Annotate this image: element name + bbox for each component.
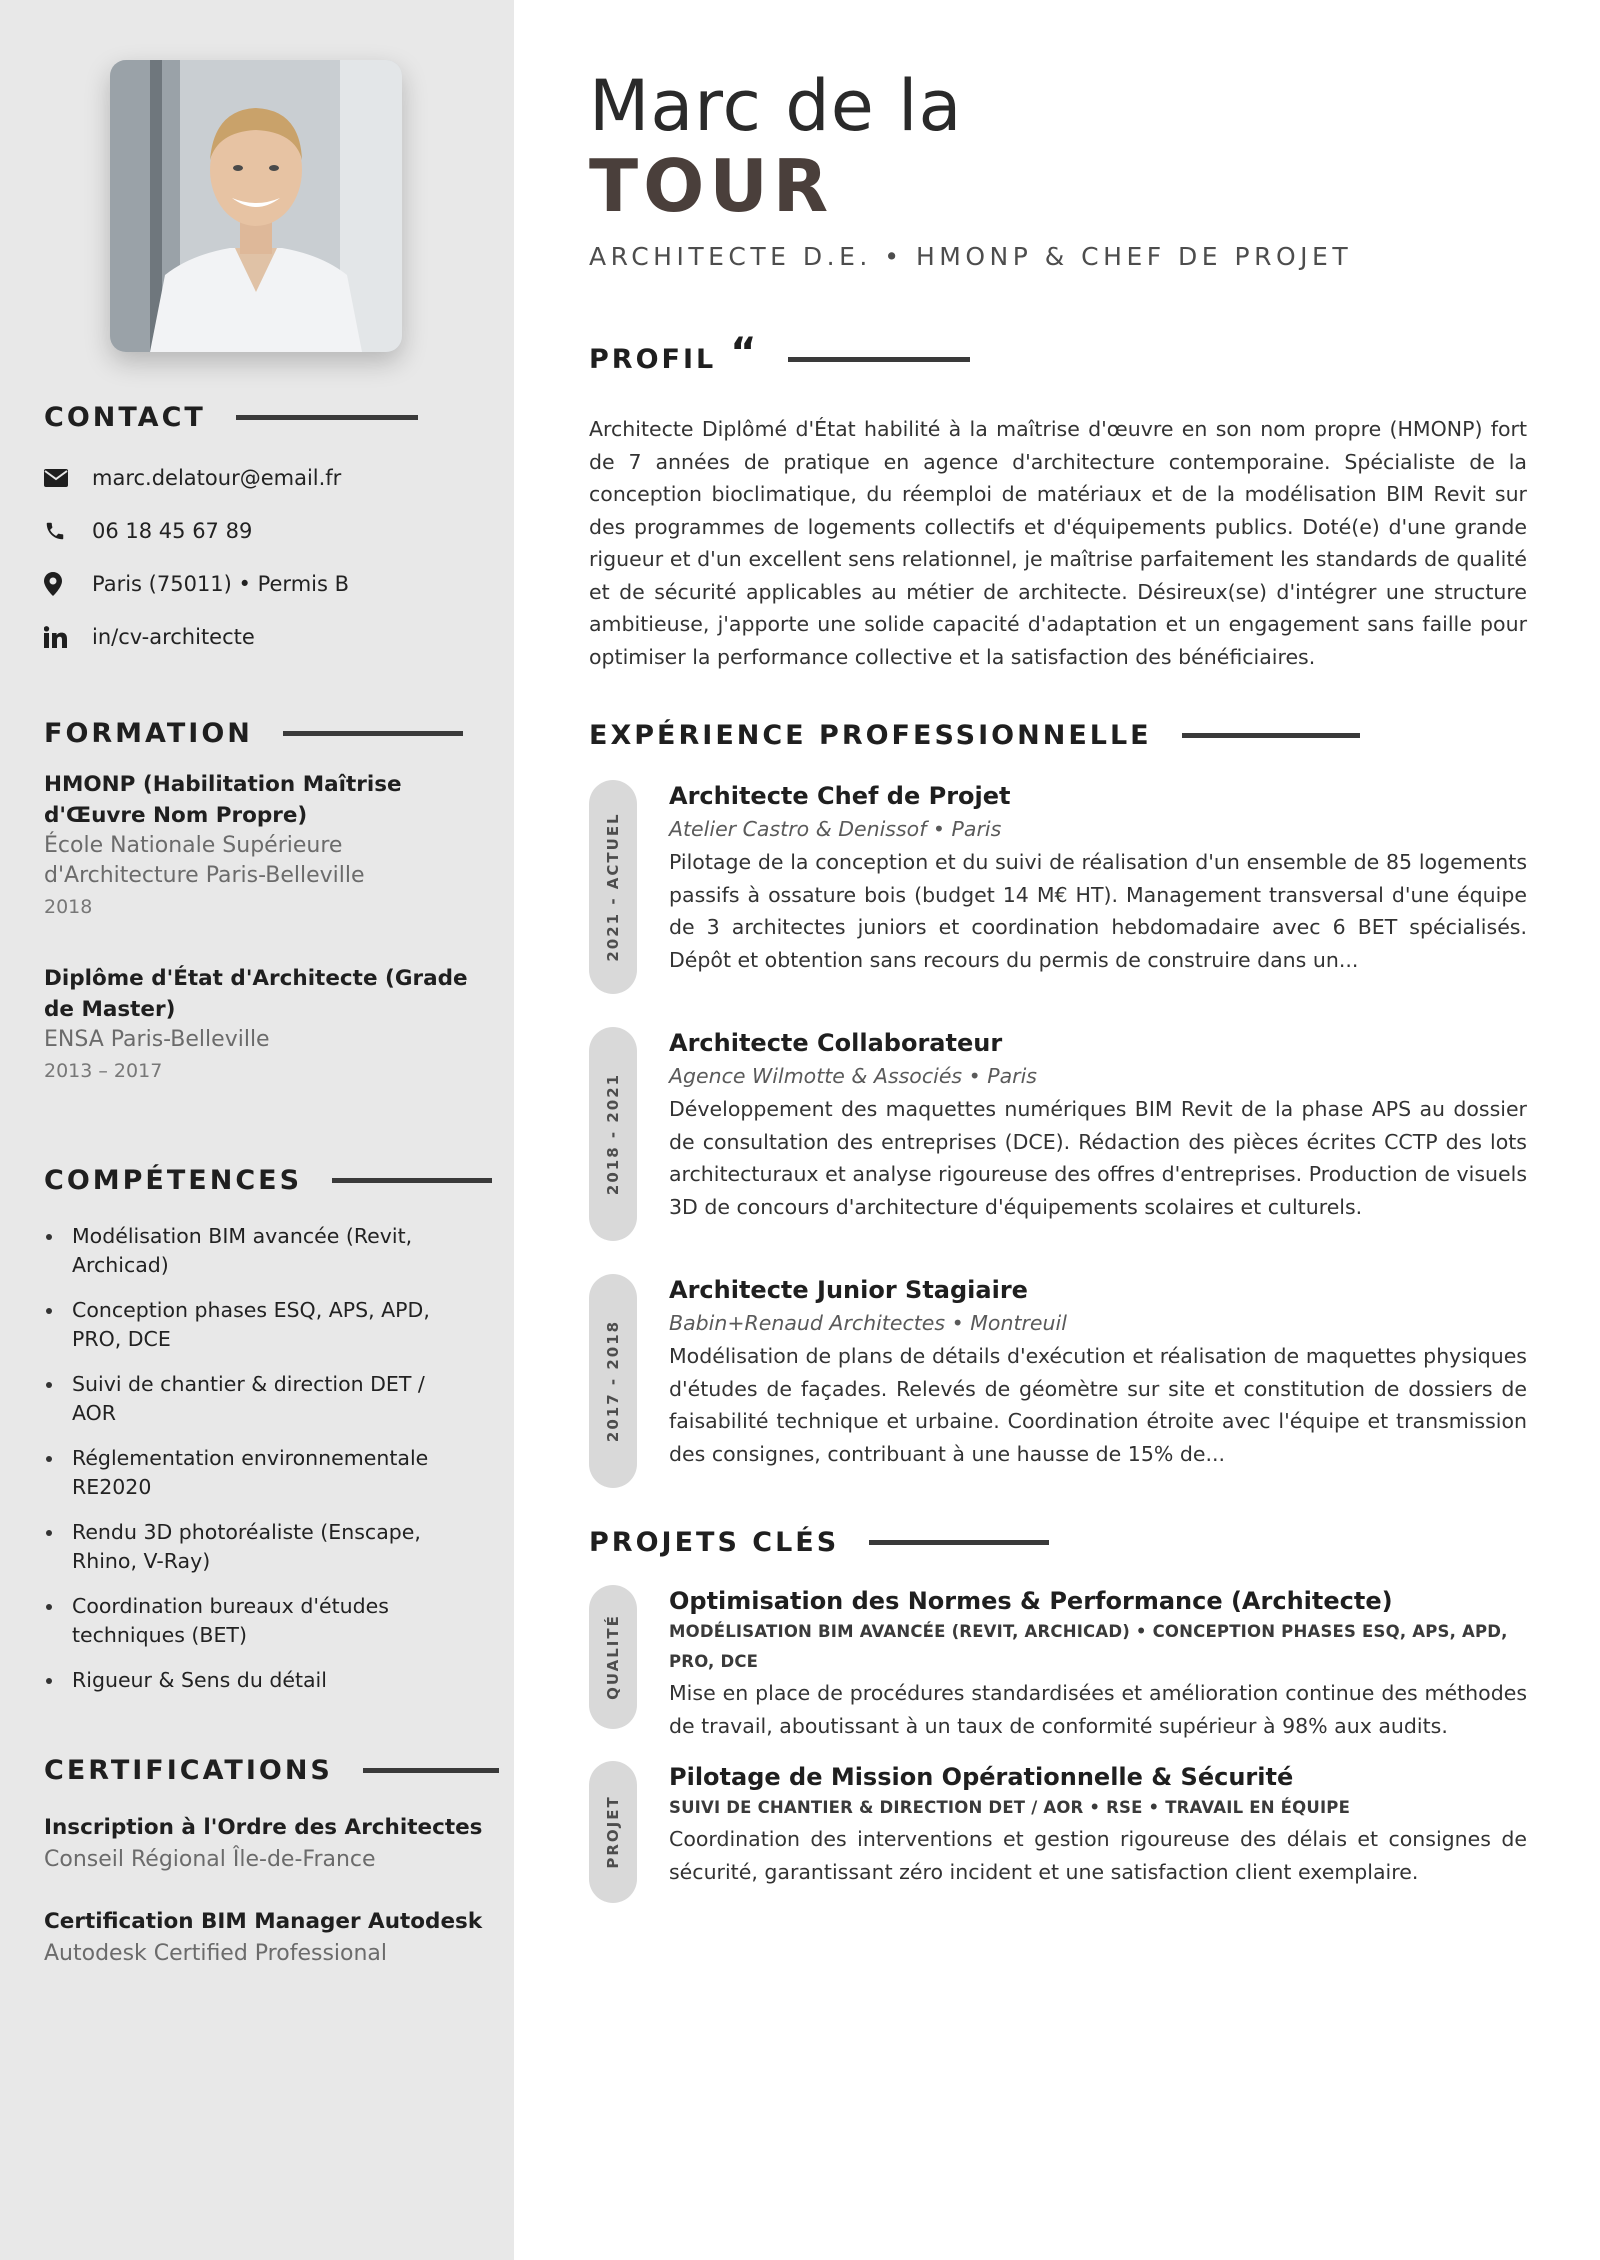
map-pin-icon xyxy=(44,572,92,596)
contact-section xyxy=(44,402,418,663)
contact-location xyxy=(44,557,418,610)
skill-item: Coordination bureaux d'études techniques (BET) xyxy=(44,1592,472,1650)
job-description: Développement des maquettes numériques BIM Revit de la phase APS au dossier de consultation des entreprises (DCE). Rédaction des pièces écrites CCTP des lots architecturaux et analyse rigoureuse des offres d'entreprises. Production de visuels 3D de concours d'architecture d'équipements scolaires et culturels. xyxy=(669,1097,1527,1219)
profil-title: PROFIL xyxy=(589,343,717,375)
certification-name: Certification BIM Manager Autodesk xyxy=(44,1909,483,1934)
heading-rule xyxy=(1182,733,1360,738)
skill-item: Conception phases ESQ, APS, APD, PRO, DCE xyxy=(44,1296,472,1354)
contact-phone xyxy=(44,504,418,557)
project-description: Mise en place de procédures standardisées et amélioration continue des méthodes de travail, aboutissant à un taux de conformité supérieur à 98% aux audits. xyxy=(669,1681,1527,1738)
formation-item xyxy=(44,769,474,923)
first-name: Marc de la xyxy=(589,65,963,147)
project-tag-badge xyxy=(589,1585,637,1729)
formation-school: ENSA Paris-Belleville xyxy=(44,1027,270,1052)
formation-year: 2018 xyxy=(44,896,93,918)
profil-heading xyxy=(589,330,970,382)
project-tag: PROJET xyxy=(604,1795,622,1869)
contact-title: CONTACT xyxy=(44,402,206,433)
period-badge xyxy=(589,1027,637,1241)
phone-text: 06 18 45 67 89 xyxy=(92,518,253,543)
competences-title: COMPÉTENCES xyxy=(44,1165,303,1196)
formation-item xyxy=(44,963,484,1087)
project-skills: SUIVI DE CHANTIER & DIRECTION DET / AOR • RSE • TRAVAIL EN ÉQUIPE xyxy=(669,1798,1351,1817)
skill-item: Suivi de chantier & direction DET / AOR xyxy=(44,1370,472,1428)
location-text: Paris (75011) • Permis B xyxy=(92,571,350,596)
job-description: Pilotage de la conception et du suivi de réalisation d'un ensemble de 85 logements passifs à ossature bois (budget 14 M€ HT). Management transversal d'une équipe de 3 architectes juniors et coordination hebdomadaire avec 6 BET spécialisés. Dépôt et obtention sans recours du permis de construire dans un... xyxy=(669,850,1527,972)
certification-item xyxy=(44,1812,499,1876)
project-tag-badge xyxy=(589,1761,637,1903)
heading-rule xyxy=(788,357,970,362)
experience-title: EXPÉRIENCE PROFESSIONNELLE xyxy=(589,720,1152,751)
quote-icon: “ xyxy=(730,330,760,376)
competences-section xyxy=(44,1165,492,1711)
formation-section xyxy=(44,718,474,1127)
certifications-title: CERTIFICATIONS xyxy=(44,1755,333,1786)
project-title: Pilotage de Mission Opérationnelle & Sécurité xyxy=(669,1763,1294,1791)
envelope-icon xyxy=(44,469,92,487)
projets-title: PROJETS CLÉS xyxy=(589,1527,840,1558)
competences-heading xyxy=(44,1165,492,1196)
project-title: Optimisation des Normes & Performance (Architecte) xyxy=(669,1587,1393,1615)
certification-issuer: Conseil Régional Île-de-France xyxy=(44,1847,376,1872)
email-text[interactable]: marc.delatour@email.fr xyxy=(92,465,342,490)
formation-degree: HMONP (Habilitation Maîtrise d'Œuvre Nom Propre) xyxy=(44,772,402,828)
certification-item xyxy=(44,1906,499,1970)
heading-rule xyxy=(283,731,463,736)
phone-icon xyxy=(44,520,92,542)
formation-degree: Diplôme d'État d'Architecte (Grade de Master) xyxy=(44,966,468,1022)
company-name: Babin+Renaud Architectes • Montreuil xyxy=(669,1311,1067,1335)
last-name: TOUR xyxy=(589,144,834,228)
company-name: Agence Wilmotte & Associés • Paris xyxy=(669,1064,1037,1088)
heading-rule xyxy=(363,1768,499,1773)
period-badge xyxy=(589,780,637,994)
skill-item: Modélisation BIM avancée (Revit, Archicad) xyxy=(44,1222,472,1280)
linkedin-text[interactable]: in/cv-architecte xyxy=(92,624,255,649)
formation-heading xyxy=(44,718,474,749)
experience-heading xyxy=(589,720,1360,751)
profile-photo xyxy=(110,60,402,352)
contact-heading xyxy=(44,402,418,433)
company-name: Atelier Castro & Denissof • Paris xyxy=(669,817,1002,841)
skill-item: Rigueur & Sens du détail xyxy=(44,1666,472,1695)
project-skills: MODÉLISATION BIM AVANCÉE (REVIT, ARCHICAD) • CONCEPTION PHASES ESQ, APS, APD, PRO, DCE xyxy=(669,1622,1508,1671)
contact-linkedin xyxy=(44,610,418,663)
skill-item: Rendu 3D photoréaliste (Enscape, Rhino, V-Ray) xyxy=(44,1518,472,1576)
job-title: Architecte Chef de Projet xyxy=(669,782,1011,810)
job-subtitle: ARCHITECTE D.E. • HMONP & CHEF DE PROJET xyxy=(589,242,1353,271)
profil-text: Architecte Diplômé d'État habilité à la maîtrise d'œuvre en son nom propre (HMONP) fort de 7 années de pratique en agence d'architecture contemporaine. Spécialiste de la conception bioclimatique, du réemploi de matériaux et de la modélisation BIM Revit sur des programmes de logements collectifs et d'équipements publics. Doté(e) d'une grande rigueur et d'un excellent sens relationnel, je maîtrise parfaitement les standards de qualité et de sécurité applicables au métier de architecte. Désireux(se) d'intégrer une structure ambitieuse, j'apporte une solide capacité d'adaptation et un engagement sans faille pour optimiser la performance collective et la satisfaction des bénéficiaires. xyxy=(589,417,1527,669)
project-tag: QUALITÉ xyxy=(604,1614,622,1700)
projets-heading xyxy=(589,1527,1049,1558)
certification-name: Inscription à l'Ordre des Architectes xyxy=(44,1815,483,1840)
period-text: 2021 - ACTUEL xyxy=(604,812,622,962)
contact-email xyxy=(44,451,418,504)
heading-rule xyxy=(236,415,418,420)
skill-item: Réglementation environnementale RE2020 xyxy=(44,1444,472,1502)
skills-list xyxy=(44,1222,492,1695)
project-description: Coordination des interventions et gestion rigoureuse des délais et consignes de sécurité, garantissant zéro incident et une satisfaction client exemplaire. xyxy=(669,1827,1527,1884)
sidebar xyxy=(0,0,514,2260)
formation-school: École Nationale Supérieure d'Architecture Paris-Belleville xyxy=(44,833,365,888)
period-badge xyxy=(589,1274,637,1488)
certification-issuer: Autodesk Certified Professional xyxy=(44,1941,388,1966)
period-text: 2018 - 2021 xyxy=(604,1072,622,1196)
heading-rule xyxy=(869,1540,1049,1545)
heading-rule xyxy=(332,1178,492,1183)
job-title: Architecte Collaborateur xyxy=(669,1029,1003,1057)
formation-title: FORMATION xyxy=(44,718,253,749)
certifications-section xyxy=(44,1755,499,1970)
job-title: Architecte Junior Stagiaire xyxy=(669,1276,1028,1304)
certifications-heading xyxy=(44,1755,499,1786)
job-description: Modélisation de plans de détails d'exécution et réalisation de maquettes physiques d'études de façades. Relevés de géomètre sur site et constitution de dossiers de faisabilité technique et urbaine. Coordination étroite avec l'équipe et transmission des consignes, contribuant à une hausse de 15% de... xyxy=(669,1344,1527,1466)
linkedin-icon xyxy=(44,626,92,648)
period-text: 2017 - 2018 xyxy=(604,1319,622,1443)
formation-year: 2013 – 2017 xyxy=(44,1060,163,1082)
